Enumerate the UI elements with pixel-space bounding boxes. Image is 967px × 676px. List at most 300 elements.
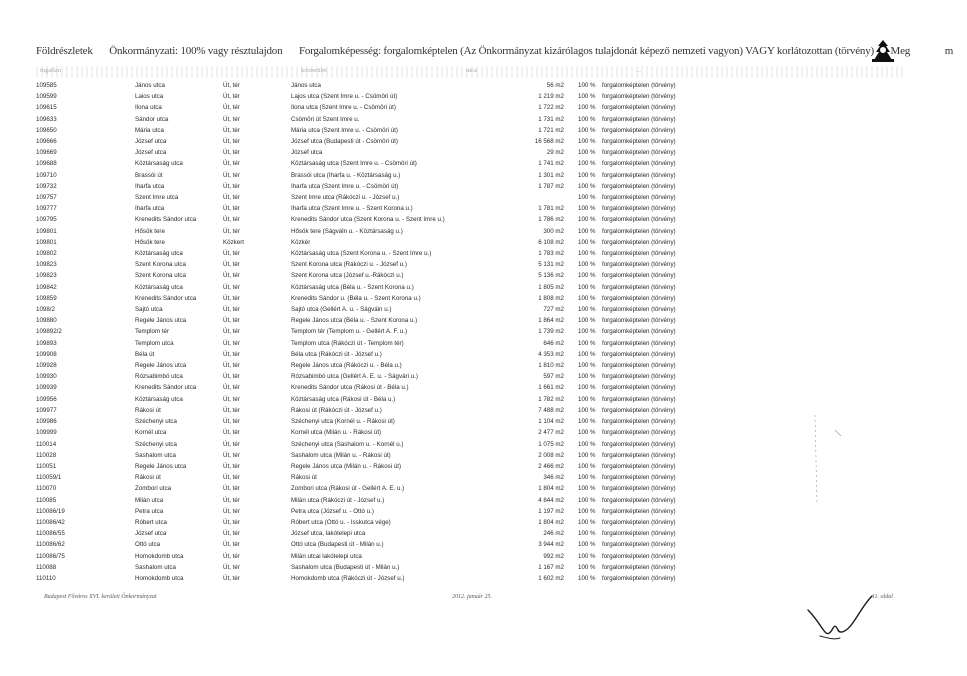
parcel-table [36, 80, 722, 584]
lot-number-cell: 109823 [36, 261, 57, 269]
street-name-cell: Milán utca [135, 496, 164, 504]
address-cell: Széchenyi utca (Sashalom u. - Kornél u.) [291, 440, 404, 448]
street-name-cell: Homokdomb utca [135, 552, 184, 560]
area-cell: 1 810 m2 [538, 362, 564, 370]
street-name-cell: Krenedits Sándor utca [135, 216, 197, 224]
table-row [36, 91, 722, 102]
parcel-type-cell: Út, tér [223, 350, 240, 358]
area-cell: 16 568 m2 [534, 138, 564, 146]
area-cell: 5 131 m2 [538, 261, 564, 269]
parcel-type-cell: Út, tér [223, 194, 240, 202]
lot-number-cell: 110086/42 [36, 518, 65, 526]
street-name-cell: Kornél utca [135, 429, 167, 437]
street-name-cell: Széchenyi utca [135, 440, 177, 448]
parcel-type-cell: Út, tér [223, 339, 240, 347]
ownership-ratio-cell: 100 % [578, 182, 596, 190]
lot-number-cell: 110086/19 [36, 507, 65, 515]
tradability-status-cell: forgalomképtelen (törvény) [602, 171, 676, 179]
area-cell: 1 786 m2 [538, 216, 564, 224]
tradability-status-cell: forgalomképtelen (törvény) [602, 306, 676, 314]
area-cell: 1 808 m2 [538, 294, 564, 302]
address-cell: Köztársaság utca (Béla u. - Szent Korona u.) [291, 283, 414, 291]
lot-number-cell: 109732 [36, 182, 57, 190]
street-name-cell: Sajtó utca [135, 306, 163, 314]
street-name-cell: Regele János utca [135, 317, 187, 325]
subheader-col-4: ... [636, 67, 641, 74]
ownership-ratio-cell: 100 % [578, 350, 596, 358]
lot-number-cell: 109650 [36, 126, 57, 134]
area-cell: 1 864 m2 [538, 317, 564, 325]
lot-number-cell: 109977 [36, 406, 57, 414]
area-cell: 1 661 m2 [538, 384, 564, 392]
lot-number-cell: 109599 [36, 93, 57, 101]
area-cell: 1 782 m2 [538, 395, 564, 403]
ownership-ratio-cell: 100 % [578, 250, 596, 258]
parcel-type-cell: Út, tér [223, 250, 240, 258]
area-cell: 2 477 m2 [538, 429, 564, 437]
street-name-cell: Homokdomb utca [135, 574, 184, 582]
ownership-ratio-cell: 100 % [578, 194, 596, 202]
tradability-status-cell: forgalomképtelen (törvény) [602, 485, 676, 493]
lot-number-cell: 109757 [36, 194, 57, 202]
parcel-type-cell: Út, tér [223, 261, 240, 269]
ownership-ratio-cell: 100 % [578, 216, 596, 224]
tradability-status-cell: forgalomképtelen (törvény) [602, 317, 676, 325]
table-row [36, 562, 722, 573]
table-row [36, 416, 722, 427]
parcel-type-cell: Út, tér [223, 82, 240, 89]
ownership-ratio-cell: 100 % [578, 205, 596, 213]
ownership-ratio-cell: 100 % [578, 93, 596, 101]
lot-number-cell: 109823 [36, 272, 57, 280]
area-cell: 300 m2 [543, 227, 564, 235]
ownership-ratio-cell: 100 % [578, 317, 596, 325]
street-name-cell: Köztársaság utca [135, 283, 183, 291]
lot-number-cell: 110086/75 [36, 552, 65, 560]
street-name-cell: Róbert utca [135, 518, 167, 526]
subheader-col-3: utca [466, 67, 477, 74]
header-m: m [944, 45, 954, 57]
table-row [36, 450, 722, 461]
table-row [36, 382, 722, 393]
ownership-ratio-cell: 100 % [578, 373, 596, 381]
ownership-ratio-cell: 100 % [578, 272, 596, 280]
ownership-ratio-cell: 100 % [578, 104, 596, 112]
street-name-cell: Hősök tere [135, 238, 165, 246]
street-name-cell: Iharfa utca [135, 182, 165, 190]
address-cell: Közkér [291, 238, 311, 246]
tradability-status-cell: forgalomképtelen (törvény) [602, 149, 676, 157]
street-name-cell: Brassói út [135, 171, 163, 179]
street-name-cell: Szent Imre utca [135, 194, 179, 202]
street-name-cell: Laios utca [135, 93, 164, 101]
tradability-status-cell: forgalomképtelen (törvény) [602, 126, 676, 134]
area-cell: 2 466 m2 [538, 462, 564, 470]
ownership-ratio-cell: 100 % [578, 462, 596, 470]
tradability-status-cell: forgalomképtelen (törvény) [602, 373, 676, 381]
lot-number-cell: 110110 [36, 574, 56, 582]
address-cell: Szent Korona utca (József u.-Rákóczi u.) [291, 272, 404, 280]
ownership-ratio-cell: 100 % [578, 238, 596, 246]
street-name-cell: Regele János utca [135, 462, 187, 470]
table-row [36, 573, 722, 584]
lot-number-cell: 109928 [36, 362, 57, 370]
ownership-ratio-cell: 100 % [578, 126, 596, 134]
parcel-type-cell: Út, tér [223, 429, 240, 437]
ownership-ratio-cell: 100 % [578, 306, 596, 314]
area-cell: 1 804 m2 [538, 518, 564, 526]
address-cell: Homokdomb utca (Rákóczi út - József u.) [291, 574, 405, 582]
ownership-ratio-cell: 100 % [578, 518, 596, 526]
area-cell: 1 602 m2 [538, 574, 564, 582]
table-row [36, 203, 722, 214]
table-row [36, 360, 722, 371]
street-name-cell: Krenedits Sándor utca [135, 294, 197, 302]
street-name-cell: Szent Korona utca [135, 272, 186, 280]
street-name-cell: János utca [135, 82, 165, 89]
area-cell: 1 805 m2 [538, 283, 564, 291]
parcel-type-cell: Közkert [223, 238, 244, 246]
area-cell: 3 944 m2 [538, 541, 564, 549]
lot-number-cell: 110086/55 [36, 530, 65, 538]
parcel-type-cell: Út, tér [223, 406, 240, 414]
tradability-status-cell: forgalomképtelen (törvény) [602, 462, 676, 470]
street-name-cell: Rákosi út [135, 406, 161, 414]
lot-number-cell: 109669 [36, 149, 57, 157]
street-name-cell: Regele János utca [135, 362, 187, 370]
ownership-ratio-cell: 100 % [578, 261, 596, 269]
address-cell: Zombori utca (Rákosi út - Gellért A. E. u.) [291, 485, 405, 493]
address-cell: Petra utca (József u. - Ottó u.) [291, 507, 374, 515]
table-row [36, 270, 722, 281]
ownership-ratio-cell: 100 % [578, 328, 596, 336]
parcel-type-cell: Út, tér [223, 541, 240, 549]
ownership-ratio-cell: 100 % [578, 541, 596, 549]
street-name-cell: Templom tér [135, 328, 170, 336]
tradability-status-cell: forgalomképtelen (törvény) [602, 451, 676, 459]
tradability-status-cell: forgalomképtelen (törvény) [602, 205, 676, 213]
lot-number-cell: 109801 [36, 238, 57, 246]
tradability-status-cell: forgalomképtelen (törvény) [602, 93, 676, 101]
table-row [36, 237, 722, 248]
area-cell: 1 741 m2 [538, 160, 564, 168]
street-name-cell: József utca [135, 138, 167, 146]
lot-number-cell: 109956 [36, 395, 57, 403]
tradability-status-cell: forgalomképtelen (törvény) [602, 440, 676, 448]
tradability-status-cell: forgalomképtelen (törvény) [602, 507, 676, 515]
parcel-type-cell: Út, tér [223, 507, 240, 515]
table-row [36, 158, 722, 169]
address-cell: Krenedits Sándor u. (Béla u. - Szent Korona u.) [291, 294, 421, 302]
lot-number-cell: 109777 [36, 205, 57, 213]
header-tradability: Forgalomképesség: forgalomképtelen (Az Önkormányzat kizárólagos tulajdonát képező nemzeti vagyon) VAGY korlátozottan (törvény) [298, 45, 874, 57]
tradability-status-cell: forgalomképtelen (törvény) [602, 350, 676, 358]
address-cell: Brassói utca (Iharfa u. - Köztársaság u.) [291, 171, 401, 179]
parcel-type-cell: Út, tér [223, 104, 240, 112]
table-row [36, 461, 722, 472]
address-cell: Sashalom utca (Milán u. - Rákosi út) [291, 451, 391, 459]
lot-number-cell: 109892/2 [36, 328, 62, 336]
street-name-cell: Hősök tere [135, 227, 165, 235]
street-name-cell: Zombori utca [135, 485, 172, 493]
tradability-status-cell: forgalomképtelen (törvény) [602, 362, 676, 370]
address-cell: Mária utca (Szent Imre u. - Csömöri út) [291, 126, 398, 134]
street-name-cell: Széchenyi utca [135, 418, 177, 426]
tradability-status-cell: forgalomképtelen (törvény) [602, 182, 676, 190]
lot-number-cell: 109880 [36, 317, 57, 325]
address-cell: Rózsabimbó utca (Gellért A. E. u. - Ságvári u.) [291, 373, 418, 381]
parcel-type-cell: Út, tér [223, 373, 240, 381]
parcel-type-cell: Út, tér [223, 362, 240, 370]
table-row [36, 472, 722, 483]
ownership-ratio-cell: 100 % [578, 138, 596, 146]
parcel-type-cell: Út, tér [223, 171, 240, 179]
tradability-status-cell: forgalomképtelen (törvény) [602, 250, 676, 258]
tradability-status-cell: forgalomképtelen (törvény) [602, 518, 676, 526]
parcel-type-cell: Út, tér [223, 149, 240, 157]
street-name-cell: József utca [135, 530, 167, 538]
tradability-status-cell: forgalomképtelen (törvény) [602, 138, 676, 146]
parcel-type-cell: Út, tér [223, 384, 240, 392]
lot-number-cell: 109795 [36, 216, 57, 224]
parcel-type-cell: Út, tér [223, 205, 240, 213]
parcel-type-cell: Út, tér [223, 138, 240, 146]
parcel-type-cell: Út, tér [223, 474, 240, 482]
street-name-cell: Sándor utca [135, 115, 169, 123]
street-name-cell: Sashalom utca [135, 451, 176, 459]
ownership-ratio-cell: 100 % [578, 485, 596, 493]
ownership-ratio-cell: 100 % [578, 82, 596, 89]
tradability-status-cell: forgalomképtelen (törvény) [602, 496, 676, 504]
ownership-ratio-cell: 100 % [578, 294, 596, 302]
tradability-status-cell: forgalomképtelen (törvény) [602, 406, 676, 414]
tradability-status-cell: forgalomképtelen (törvény) [602, 216, 676, 224]
parcel-type-cell: Út, tér [223, 294, 240, 302]
document-header [36, 45, 954, 61]
area-cell: 1 219 m2 [538, 93, 564, 101]
address-cell: Szent Korona utca (Rákóczi u. - József u.) [291, 261, 407, 269]
tradability-status-cell: forgalomképtelen (törvény) [602, 227, 676, 235]
parcel-type-cell: Út, tér [223, 272, 240, 280]
subheader-col-2: közterület [301, 67, 327, 74]
area-cell: 1 731 m2 [538, 115, 564, 123]
address-cell: Róbert utca (Ottó u. - Isskutca vége) [291, 518, 391, 526]
street-name-cell: Sashalom utca [135, 563, 176, 571]
lot-number-cell: 109893 [36, 339, 57, 347]
table-row [36, 170, 722, 181]
ownership-ratio-cell: 100 % [578, 339, 596, 347]
street-name-cell: Petra utca [135, 507, 164, 515]
area-cell: 1 301 m2 [538, 171, 564, 179]
table-row [36, 483, 722, 494]
parcel-type-cell: Út, tér [223, 283, 240, 291]
footer-left: Budapest Főváros XVI. kerületi Önkormányzat [44, 594, 157, 600]
area-cell: 5 136 m2 [538, 272, 564, 280]
table-row [36, 214, 722, 225]
tradability-status-cell: forgalomképtelen (törvény) [602, 384, 676, 392]
tradability-status-cell: forgalomképtelen (törvény) [602, 474, 676, 482]
address-cell: Kornél utca (Milán u. - Rákosi út) [291, 429, 382, 437]
ownership-ratio-cell: 100 % [578, 474, 596, 482]
parcel-type-cell: Út, tér [223, 126, 240, 134]
table-row [36, 371, 722, 382]
street-name-cell: Köztársaság utca [135, 250, 183, 258]
margin-mark [805, 410, 845, 510]
parcel-type-cell: Út, tér [223, 160, 240, 168]
address-cell: Rákosi út [291, 474, 317, 482]
table-row [36, 506, 722, 517]
lot-number-cell: 109710 [36, 171, 57, 179]
tradability-status-cell: forgalomképtelen (törvény) [602, 160, 676, 168]
street-name-cell: Rákosi út [135, 474, 161, 482]
area-cell: 29 m2 [546, 149, 564, 157]
area-cell: 1 783 m2 [538, 250, 564, 258]
table-row [36, 80, 722, 91]
area-cell: 1 781 m2 [538, 205, 564, 213]
area-cell: 992 m2 [543, 552, 564, 560]
ownership-ratio-cell: 100 % [578, 530, 596, 538]
address-cell: Rákosi út (Rákóczi út - József u.) [291, 406, 382, 414]
parcel-type-cell: Út, tér [223, 93, 240, 101]
address-cell: Regele János utca (Milán u. - Rákosi út) [291, 462, 402, 470]
lot-number-cell: 109930 [36, 373, 57, 381]
street-name-cell: Krenedits Sándor utca [135, 384, 197, 392]
parcel-type-cell: Út, tér [223, 462, 240, 470]
address-cell: Sajtó utca (Gellért A. u. - Ságváin u.) [291, 306, 392, 314]
subheader-col-1: ingatlan [40, 67, 61, 74]
address-cell: Milán utcai lakótelepi utca [291, 552, 362, 560]
table-row [36, 304, 722, 315]
table-row [36, 439, 722, 450]
table-row [36, 495, 722, 506]
area-cell: 727 m2 [543, 306, 564, 314]
address-cell: Köztársaság utca (Rákosi út - Béla u.) [291, 395, 396, 403]
table-row [36, 181, 722, 192]
table-row [36, 226, 722, 237]
header-title: Földrészletek [36, 45, 93, 57]
ownership-ratio-cell: 100 % [578, 418, 596, 426]
ownership-ratio-cell: 100 % [578, 552, 596, 560]
ownership-ratio-cell: 100 % [578, 429, 596, 437]
tradability-status-cell: forgalomképtelen (törvény) [602, 82, 676, 89]
ownership-ratio-cell: 100 % [578, 451, 596, 459]
tradability-status-cell: forgalomképtelen (törvény) [602, 328, 676, 336]
parcel-type-cell: Út, tér [223, 306, 240, 314]
address-cell: Iharfa utca (Szent Imre u. - Szent Korona u.) [291, 205, 413, 213]
parcel-type-cell: Út, tér [223, 115, 240, 123]
parcel-type-cell: Út, tér [223, 563, 240, 571]
parcel-type-cell: Út, tér [223, 485, 240, 493]
address-cell: Templom utca (Rákóczi út - Templom tér) [291, 339, 404, 347]
ownership-ratio-cell: 100 % [578, 149, 596, 157]
address-cell: Csömöri út Szent Imre u. [291, 115, 360, 123]
table-row [36, 192, 722, 203]
header-ownership: Önkormányzati: 100% vagy résztulajdon [109, 45, 283, 57]
ownership-ratio-cell: 100 % [578, 395, 596, 403]
lot-number-cell: 110028 [36, 451, 57, 459]
ownership-ratio-cell: 100 % [578, 115, 596, 123]
table-row [36, 539, 722, 550]
handwritten-signature [800, 590, 880, 650]
tradability-status-cell: forgalomképtelen (törvény) [602, 429, 676, 437]
tradability-status-cell: forgalomképtelen (törvény) [602, 104, 676, 112]
lot-number-cell: 110059/1 [36, 474, 62, 482]
ownership-ratio-cell: 100 % [578, 283, 596, 291]
street-name-cell: Templom utca [135, 339, 174, 347]
table-row [36, 114, 722, 125]
table-row [36, 405, 722, 416]
area-cell: 4 353 m2 [538, 350, 564, 358]
tradability-status-cell: forgalomképtelen (törvény) [602, 115, 676, 123]
street-name-cell: Mária utca [135, 126, 164, 134]
table-row [36, 102, 722, 113]
tradability-status-cell: forgalomképtelen (törvény) [602, 294, 676, 302]
area-cell: 56 m2 [546, 82, 564, 89]
address-cell: József utca [291, 149, 323, 157]
address-cell: József utca (Budapesti út - Csömöri út) [291, 138, 398, 146]
tradability-status-cell: forgalomképtelen (törvény) [602, 339, 676, 347]
address-cell: János utca [291, 82, 321, 89]
table-row [36, 338, 722, 349]
address-cell: Milán utca (Rákóczi út - József u.) [291, 496, 385, 504]
lot-number-cell: 109585 [36, 82, 57, 89]
parcel-type-cell: Út, tér [223, 496, 240, 504]
street-name-cell: Köztársaság utca [135, 395, 183, 403]
area-cell: 1 721 m2 [538, 126, 564, 134]
address-cell: Szent Imre utca (Rákóczi u. - József u.) [291, 194, 400, 202]
address-cell: Krenedits Sándor utca (Rákosi út - Béla u.) [291, 384, 409, 392]
tradability-status-cell: forgalomképtelen (törvény) [602, 563, 676, 571]
parcel-type-cell: Út, tér [223, 552, 240, 560]
address-cell: Regele János utca (Rákóczi u. - Béla u.) [291, 362, 402, 370]
ownership-ratio-cell: 100 % [578, 440, 596, 448]
area-cell: 1 167 m2 [538, 563, 564, 571]
ownership-ratio-cell: 100 % [578, 507, 596, 515]
footer-date: 2012. január 25. [452, 594, 493, 600]
tradability-status-cell: forgalomképtelen (törvény) [602, 552, 676, 560]
area-cell: 6 108 m2 [538, 238, 564, 246]
parcel-type-cell: Út, tér [223, 418, 240, 426]
address-cell: Iharfa utca (Szent Imre u. - Csömöri út) [291, 182, 399, 190]
area-cell: 1 739 m2 [538, 328, 564, 336]
lot-number-cell: 109633 [36, 115, 57, 123]
tradability-status-cell: forgalomképtelen (törvény) [602, 194, 676, 202]
street-name-cell: Köztársaság utca [135, 160, 183, 168]
area-cell: 1 197 m2 [538, 507, 564, 515]
lot-number-cell: 109939 [36, 384, 57, 392]
table-row [36, 147, 722, 158]
area-cell: 2 008 m2 [538, 451, 564, 459]
parcel-type-cell: Út, tér [223, 574, 240, 582]
table-row [36, 517, 722, 528]
table-row [36, 326, 722, 337]
street-name-cell: Szent Korona utca [135, 261, 186, 269]
parcel-type-cell: Út, tér [223, 518, 240, 526]
lot-number-cell: 109999 [36, 429, 57, 437]
lot-number-cell: 110086/62 [36, 541, 65, 549]
lot-number-cell: 109842 [36, 283, 57, 291]
parcel-type-cell: Út, tér [223, 328, 240, 336]
area-cell: 646 m2 [543, 339, 564, 347]
street-name-cell: József utca [135, 149, 167, 157]
parcel-type-cell: Út, tér [223, 227, 240, 235]
parcel-type-cell: Út, tér [223, 216, 240, 224]
tradability-status-cell: forgalomképtelen (törvény) [602, 272, 676, 280]
address-cell: József utca, lakótelepi utca [291, 530, 366, 538]
table-row [36, 349, 722, 360]
table-row [36, 293, 722, 304]
table-row [36, 248, 722, 259]
